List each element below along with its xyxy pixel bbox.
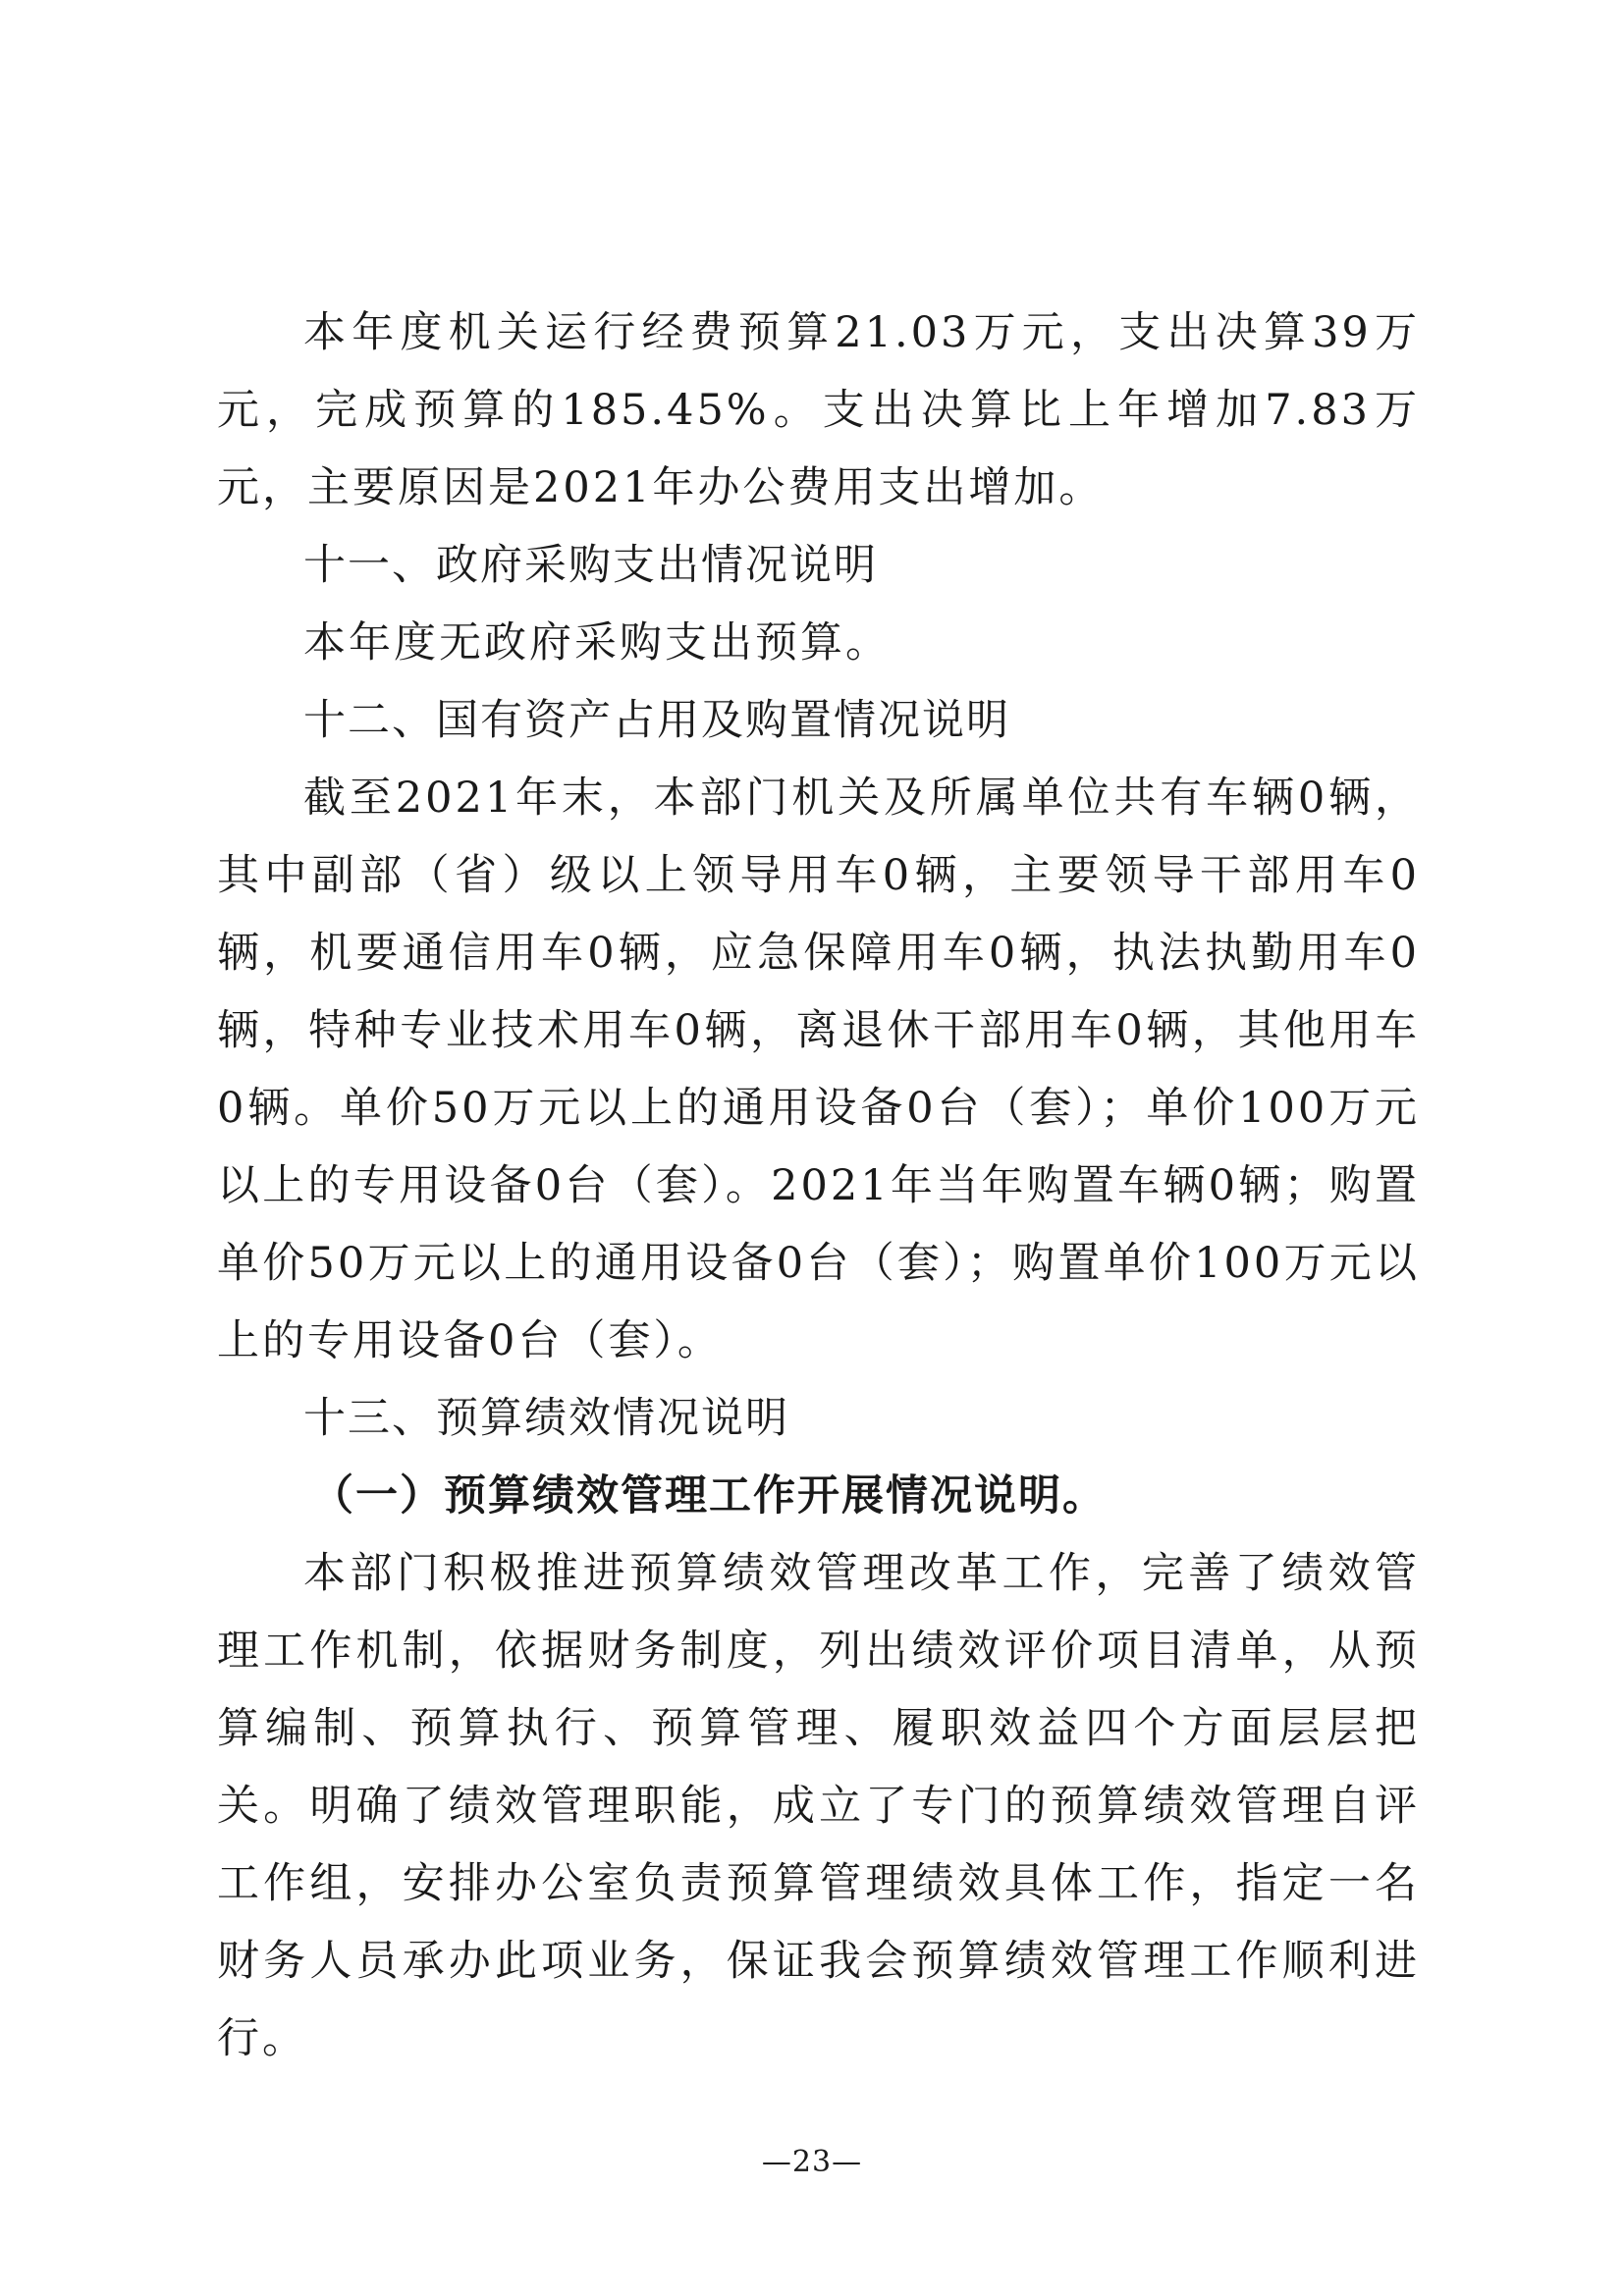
document-body [217, 294, 1420, 2078]
heading-budget-performance: 十三、预算绩效情况说明 [303, 1394, 789, 1443]
page-number: —23— [761, 2145, 863, 2179]
heading-government-procurement: 十一、政府采购支出情况说明 [303, 541, 878, 590]
subheading-performance-management: （一）预算绩效管理工作开展情况说明。 [311, 1471, 1107, 1521]
paragraph-operating-expenses: 本年度机关运行经费预算21.03万元，支出决算39万元，完成预算的185.45%。支出决算比上年增加7.83万元，主要原因是2021年办公费用支出增加。 [217, 308, 1420, 512]
paragraph-state-assets: 截至2021年末，本部门机关及所属单位共有车辆0辆，其中副部（省）级以上领导用车0辆，主要领导干部用车0辆，机要通信用车0辆，应急保障用车0辆，执法执勤用车0辆，特种专业技术用车0辆，离退休干部用车0辆，其他用车0辆。单价50万元以上的通用设备0台（套）；单价100万元以上的专用设备0台（套）。2021年当年购置车辆0辆；购置单价50万元以上的通用设备0台（套）；购置单价100万元以上的专用设备0台（套）。 [217, 774, 1420, 1365]
heading-state-assets: 十二、国有资产占用及购置情况说明 [303, 696, 1010, 745]
paragraph-procurement: 本年度无政府采购支出预算。 [303, 618, 891, 667]
paragraph-performance-management: 本部门积极推进预算绩效管理改革工作，完善了绩效管理工作机制，依据财务制度，列出绩效评价项目清单，从预算编制、预算执行、预算管理、履职效益四个方面层层把关。明确了绩效管理职能，成立了专门的预算绩效管理自评工作组，安排办公室负责预算管理绩效具体工作，指定一名财务人员承办此项业务，保证我会预算绩效管理工作顺利进行。 [217, 1549, 1420, 2063]
